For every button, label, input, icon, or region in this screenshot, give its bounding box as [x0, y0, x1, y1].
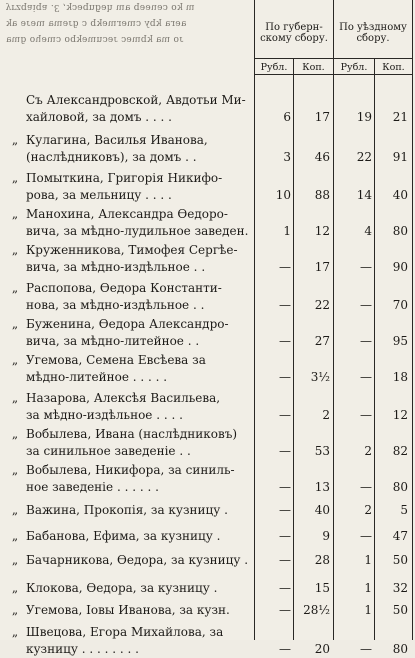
uezd-kop-value: 70: [392, 298, 408, 312]
guberniya-rub-value: —: [279, 370, 291, 384]
entry-line: Назарова, Алексѣя Васильева,: [26, 391, 221, 405]
bleed-through-line-3: ɐɯɓ oɥǝɯɔ oqʞǝɯnɔǝɾ ɔǝɯqʞ ɐɯ oɾ: [6, 34, 184, 44]
guberniya-rub-value: —: [279, 480, 291, 494]
guberniya-kop-value: 13: [314, 480, 330, 494]
guberniya-kop-value: 28½: [303, 603, 330, 617]
guberniya-kop-value: 28: [314, 553, 330, 567]
guberniya-kop-value: 15: [314, 581, 330, 595]
header-uezd: По уѣздному сбору.: [339, 22, 407, 44]
uezd-rub-value: —: [360, 480, 372, 494]
guberniya-rub-value: —: [279, 334, 291, 348]
column-rule-g-kop: [293, 58, 294, 640]
ditto-mark: „: [11, 133, 19, 147]
uezd-rub-value: 2: [364, 444, 372, 458]
column-rule-right: [412, 0, 413, 640]
bleed-through-line-2: ʞɐ ǝɾǝɯ ɐɯǝɾɓ ɔ qʞǝɯɹǝɯɔ ʎqʞ ɐɹǝɐ: [6, 18, 187, 28]
ditto-mark: „: [11, 281, 19, 295]
guberniya-kop-value: 46: [314, 150, 330, 164]
unit-rub-2: Рубл.: [340, 62, 368, 73]
entry-line: вича, за мѣдно-издѣльное . .: [26, 260, 206, 274]
guberniya-kop-value: 17: [314, 110, 330, 124]
ditto-mark: „: [11, 463, 19, 477]
ditto-mark: „: [11, 603, 19, 617]
ditto-mark: „: [11, 243, 19, 257]
uezd-kop-value: 80: [392, 224, 408, 238]
entry-line: рова, за мельницу . . . .: [26, 188, 172, 202]
entry-line: Буженина, Ѳедора Александро-: [26, 317, 229, 331]
entry-name: [4, 552, 254, 569]
uezd-kop-value: 82: [392, 444, 408, 458]
entry-line: Кулагина, Василья Иванова,: [26, 133, 208, 147]
guberniya-kop-value: 17: [314, 260, 330, 274]
entry-name: [4, 502, 254, 519]
ditto-mark: „: [11, 171, 19, 185]
entry-line: кузницу . . . . . . . .: [26, 642, 139, 656]
ditto-mark: „: [11, 581, 19, 595]
uezd-rub-value: 22: [356, 150, 372, 164]
uezd-rub-value: —: [360, 642, 372, 656]
uezd-kop-value: 18: [392, 370, 408, 384]
entry-name: [4, 390, 254, 424]
uezd-rub-value: —: [360, 298, 372, 312]
entry-line: нова, за мѣдно-издѣльное . .: [26, 298, 205, 312]
column-rule-u-kop: [374, 58, 375, 640]
guberniya-kop-value: 40: [314, 503, 330, 517]
guberniya-rub-value: —: [279, 603, 291, 617]
ditto-mark: „: [11, 427, 19, 441]
entry-name: [4, 280, 254, 314]
guberniya-rub-value: 1: [283, 224, 291, 238]
ditto-mark: „: [11, 353, 19, 367]
uezd-kop-value: 32: [392, 581, 408, 595]
entry-name: [4, 92, 254, 126]
guberniya-kop-value: 27: [314, 334, 330, 348]
guberniya-kop-value: 9: [322, 529, 330, 543]
units-rule: [254, 74, 413, 75]
guberniya-kop-value: 22: [314, 298, 330, 312]
entry-name: [4, 170, 254, 204]
entry-name: [4, 132, 254, 166]
entry-name: [4, 206, 254, 240]
entry-line: Угемова, Семена Евсѣева за: [26, 353, 206, 367]
guberniya-kop-value: 53: [314, 444, 330, 458]
uezd-kop-value: 40: [392, 188, 408, 202]
entry-line: Распопова, Ѳедора Константи-: [26, 281, 222, 295]
uezd-rub-value: —: [360, 408, 372, 422]
uezd-kop-value: 5: [400, 503, 408, 517]
uezd-rub-value: 1: [364, 603, 372, 617]
entry-line: Вобылева, Никифора, за синиль-: [26, 463, 235, 477]
guberniya-rub-value: —: [279, 529, 291, 543]
entry-line: Бачарникова, Ѳедора, за кузницу .: [26, 553, 249, 567]
header-guberniya: По губерн- скому сбору.: [260, 22, 328, 44]
uezd-rub-value: 1: [364, 553, 372, 567]
entry-line: мѣдно-литейное . . . . .: [26, 370, 168, 384]
entry-name: [4, 602, 254, 619]
entry-line: за синильное заведеніе . .: [26, 444, 191, 458]
uezd-kop-value: 50: [392, 553, 408, 567]
ditto-mark: „: [11, 391, 19, 405]
uezd-rub-value: —: [360, 260, 372, 274]
unit-kop-2: Коп.: [382, 62, 405, 73]
column-rule-uezd: [333, 0, 334, 640]
entry-line: Помыткина, Григорія Никифо-: [26, 171, 223, 185]
entry-line: Вобылева, Ивана (наслѣдниковъ): [26, 427, 238, 441]
guberniya-rub-value: —: [279, 444, 291, 458]
entry-line: Важина, Прокопія, за кузницу .: [26, 503, 228, 517]
guberniya-kop-value: 88: [314, 188, 330, 202]
uezd-rub-value: 2: [364, 503, 372, 517]
ditto-mark: „: [11, 553, 19, 567]
guberniya-rub-value: 6: [283, 110, 291, 124]
ditto-mark: „: [11, 503, 19, 517]
entry-line: (наслѣдниковъ), за домъ . .: [26, 150, 197, 164]
entry-line: ное заведеніе . . . . . .: [26, 480, 159, 494]
uezd-rub-value: 4: [364, 224, 372, 238]
entry-name: [4, 580, 254, 597]
uezd-kop-value: 95: [392, 334, 408, 348]
uezd-kop-value: 21: [392, 110, 408, 124]
uezd-kop-value: 47: [392, 529, 408, 543]
ditto-mark: „: [11, 207, 19, 221]
entry-name: [4, 528, 254, 545]
guberniya-rub-value: —: [279, 553, 291, 567]
uezd-kop-value: 91: [392, 150, 408, 164]
unit-rub: Рубл.: [260, 62, 288, 73]
guberniya-rub-value: —: [279, 503, 291, 517]
guberniya-kop-value: 20: [314, 642, 330, 656]
entry-line: Угемова, Іовы Иванова, за кузн.: [26, 603, 230, 617]
ditto-mark: „: [11, 529, 19, 543]
ditto-mark: „: [11, 625, 19, 639]
entry-line: Съ Александровской, Авдотьи Ми-: [26, 93, 246, 107]
entry-name: [4, 462, 254, 496]
uezd-kop-value: 50: [392, 603, 408, 617]
entry-line: вича, за мѣдно-лудильное заведен.: [26, 224, 249, 238]
header-rule: [254, 58, 413, 59]
uezd-kop-value: 12: [392, 408, 408, 422]
entry-line: за мѣдно-издѣльное . . . .: [26, 408, 183, 422]
uezd-kop-value: 80: [392, 642, 408, 656]
entry-name: [4, 352, 254, 386]
guberniya-rub-value: —: [279, 298, 291, 312]
entry-name: [4, 624, 254, 658]
guberniya-rub-value: —: [279, 581, 291, 595]
uezd-kop-value: 80: [392, 480, 408, 494]
guberniya-rub-value: —: [279, 642, 291, 656]
guberniya-kop-value: 3½: [310, 370, 330, 384]
unit-kop: Коп.: [302, 62, 325, 73]
uezd-rub-value: 19: [356, 110, 372, 124]
uezd-kop-value: 90: [392, 260, 408, 274]
entry-name: [4, 426, 254, 460]
entry-line: вича, за мѣдно-литейное . .: [26, 334, 200, 348]
guberniya-kop-value: 2: [322, 408, 330, 422]
entry-line: Швецова, Егора Михайлова, за: [26, 625, 224, 639]
entry-line: Клокова, Ѳедора, за кузницу .: [26, 581, 218, 595]
uezd-rub-value: —: [360, 370, 372, 384]
entry-line: Круженникова, Тимофея Сергѣе-: [26, 243, 238, 257]
uezd-rub-value: 14: [356, 188, 372, 202]
entry-line: хайловой, за домъ . . . .: [26, 110, 172, 124]
bleed-through-line-1: yrzqaiqa .Ɛ ,ʞɔǝqnɓ̆ǝh ɯɐ qǝǝuǝɔ oʞ ɯ: [6, 2, 195, 12]
guberniya-rub-value: —: [279, 408, 291, 422]
guberniya-kop-value: 12: [314, 224, 330, 238]
entry-name: [4, 242, 254, 276]
ditto-mark: „: [11, 317, 19, 331]
guberniya-rub-value: 3: [283, 150, 291, 164]
uezd-rub-value: —: [360, 529, 372, 543]
entry-line: Бабанова, Ефима, за кузницу .: [26, 529, 221, 543]
guberniya-rub-value: 10: [275, 188, 291, 202]
entry-name: [4, 316, 254, 350]
guberniya-rub-value: —: [279, 260, 291, 274]
entry-line: Манохина, Александра Ѳедоро-: [26, 207, 228, 221]
uezd-rub-value: —: [360, 334, 372, 348]
uezd-rub-value: 1: [364, 581, 372, 595]
